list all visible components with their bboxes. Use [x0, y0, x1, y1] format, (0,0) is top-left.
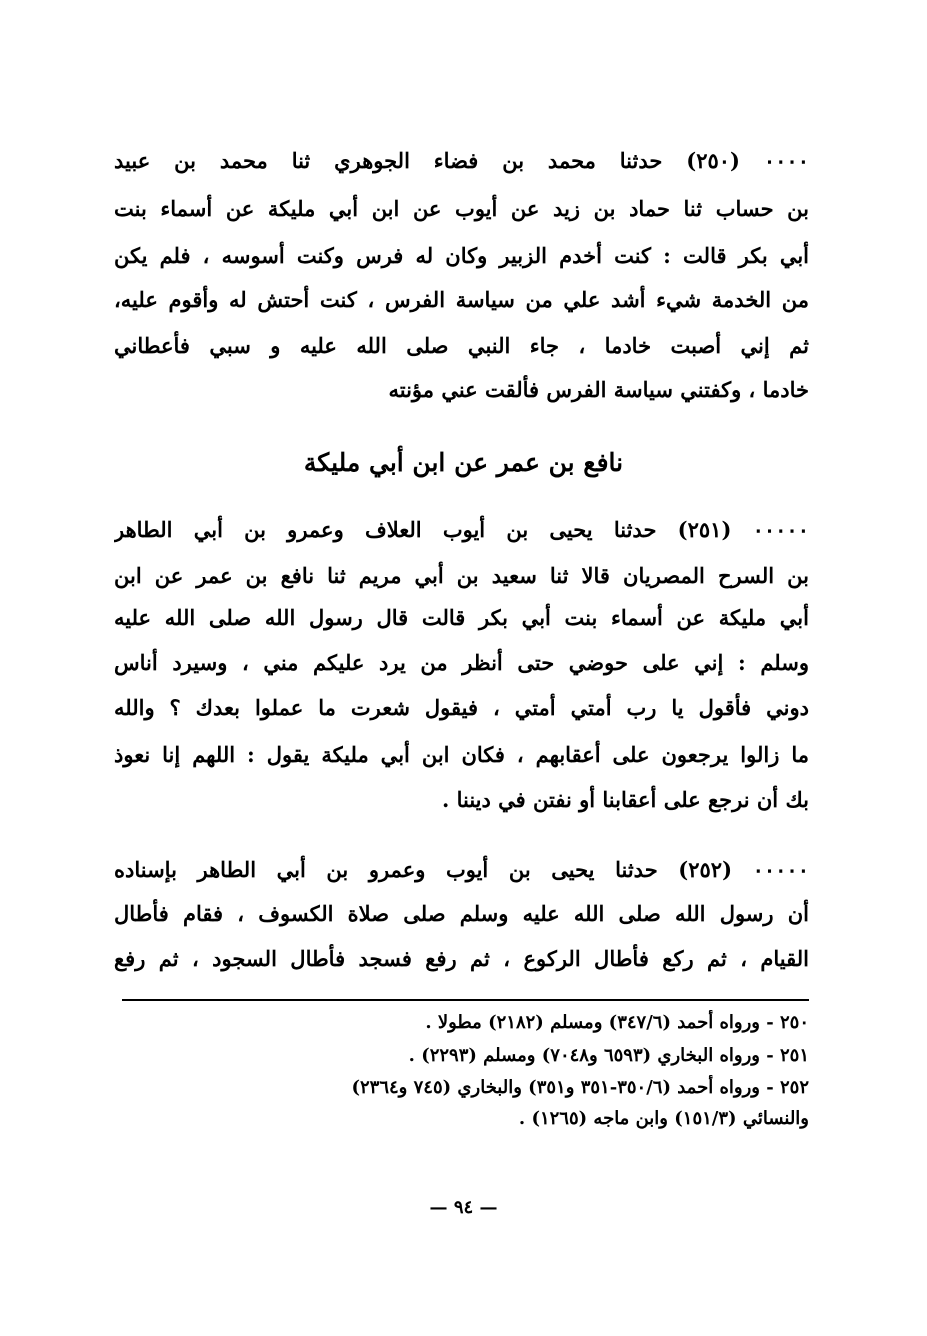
text-line: دوني فأقول يا رب أمتي أمتي ، فيقول شعرت ما عملوا بعدك ؟ والله — [114, 695, 809, 720]
text-line: ۰۰۰۰۰ (٢٥١) حدثنا يحيى بن أيوب العلاف وعمرو بن أبي الطاهر — [114, 517, 809, 542]
text-line: أبي بكر قالت : كنت أخدم الزبير وكان له فرس وكنت أسوسه ، فلم يكن — [114, 243, 809, 268]
text-line: ۰۰۰۰ (٢٥٠) حدثنا محمد بن فضاء الجوهري ثنا محمد بن عبيد — [114, 148, 809, 173]
text-line: بن حساب ثنا حماد بن زيد عن أيوب عن ابن أبي مليكة عن أسماء بنت — [114, 196, 809, 221]
text-line: من الخدمة شيء أشد علي من سياسة الفرس ، كنت أحتش له وأقوم عليه، — [114, 287, 809, 312]
text-line: ما زالوا يرجعون على أعقابهم ، فكان ابن أبي مليكة يقول : اللهم إنا نعوذ — [114, 742, 809, 767]
footnote-divider — [122, 999, 809, 1001]
footnote-line: ٢٥٢ - ورواه أحمد (٣٥٠/٦-٣٥١ و٣٥١) والبخاري (٧٤٥ و٢٣٦٤) — [351, 1077, 809, 1098]
text-line: ۰۰۰۰۰ (٢٥٢) حدثنا يحيى بن أيوب وعمرو بن أبي الطاهر بإسناده — [114, 857, 809, 882]
text-line: ثم إني أصبت خادما ، جاء النبي صلى الله عليه و سبي فأعطاني — [114, 333, 809, 358]
text-line: القيام ، ثم ركع فأطال الركوع ، ثم رفع فسجد فأطال السجود ، ثم رفع — [114, 946, 809, 971]
footnote-line: ٢٥١ - ورواه البخاري (٦٥٩٣ و٧٠٤٨) ومسلم (٢٢٩٣) . — [408, 1045, 809, 1066]
page-number: — ٩٤ — — [429, 1197, 498, 1218]
section-heading: نافع بن عمر عن ابن أبي مليكة — [303, 448, 624, 477]
text-line: أبي مليكة عن أسماء بنت أبي بكر قالت قال رسول الله صلى الله عليه — [114, 605, 809, 630]
text-line: خادما ، وكفتني سياسة الفرس فألقت عني مؤنته — [388, 377, 809, 402]
footnote-line: والنسائي (١٥١/٣) وابن ماجه (١٢٦٥) . — [518, 1108, 809, 1129]
footnote-line: ٢٥٠ - ورواه أحمد (٣٤٧/٦) ومسلم (٢١٨٢) مطولا . — [425, 1012, 809, 1033]
text-line: أن رسول الله صلى الله عليه وسلم صلى صلاة الكسوف ، فقام فأطال — [114, 901, 809, 926]
text-line: وسلم : إني على حوضي حتى أنظر من يرد عليكم مني ، وسيرد أناس — [114, 650, 809, 675]
text-line: بك أن نرجع على أعقابنا أو نفتن في ديننا . — [441, 787, 809, 812]
text-line: بن السرح المصريان قالا ثنا سعيد بن أبي مريم ثنا نافع بن عمر عن ابن — [114, 563, 809, 588]
